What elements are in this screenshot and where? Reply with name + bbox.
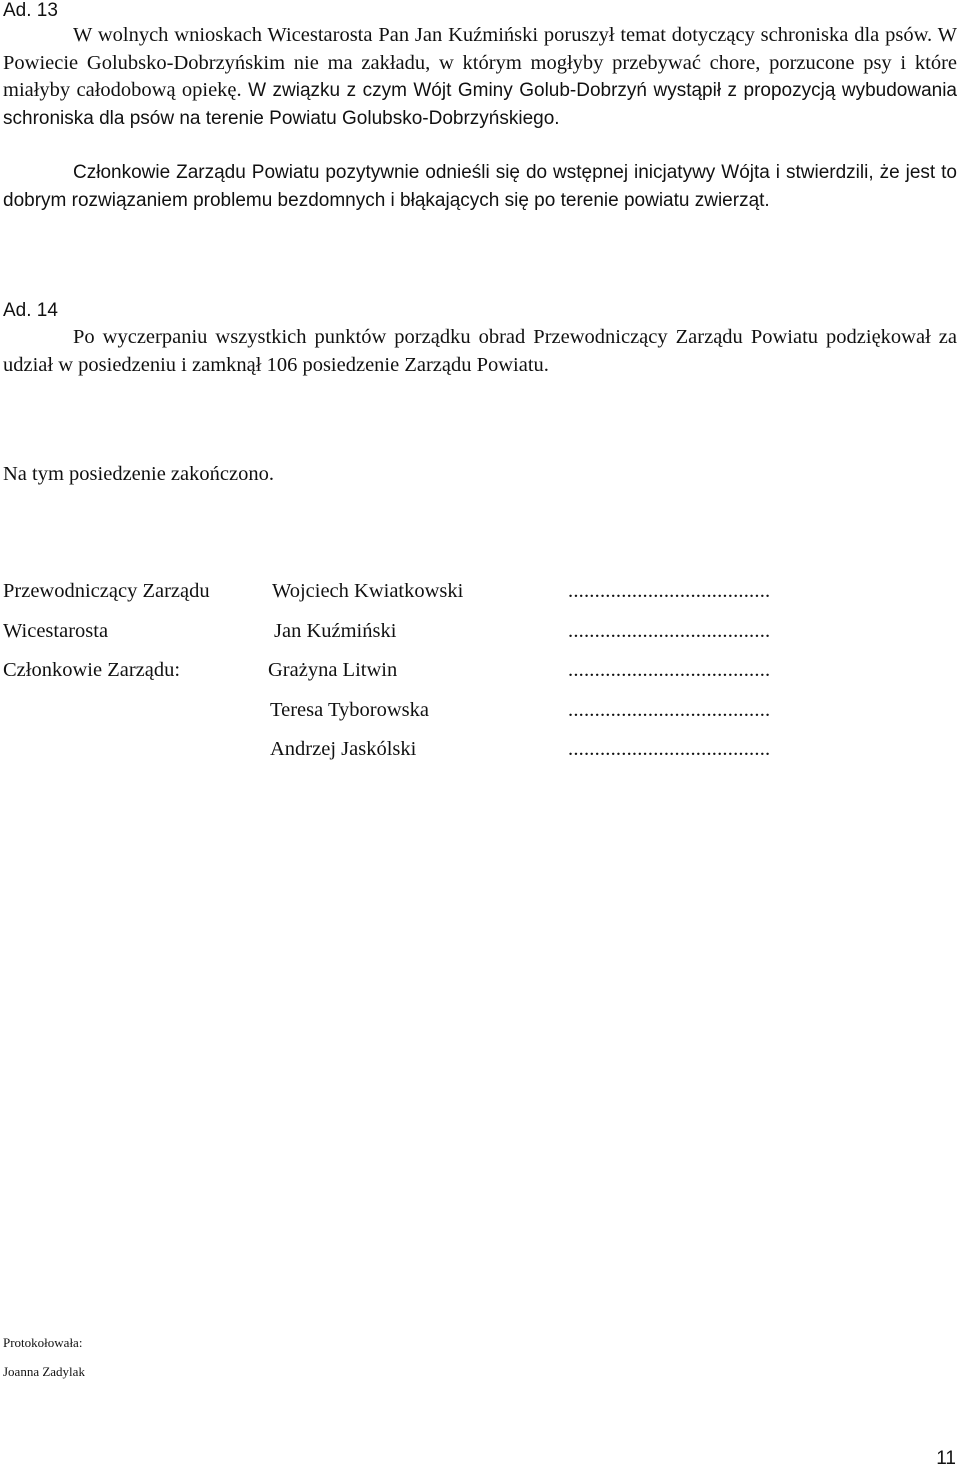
recorder-name: Joanna Zadylak: [3, 1364, 85, 1379]
ad14-paragraph: Po wyczerpaniu wszystkich punktów porządku obrad Przewodniczący Zarządu Powiatu podziękował za udział w posiedzeniu i zamknął 106 posiedzenie Zarządu Powiatu.: [3, 326, 957, 376]
signature-row-member-2: [0, 696, 960, 724]
closing-statement: Na tym posiedzenie zakończono.: [3, 463, 274, 485]
signature-name: Grażyna Litwin: [268, 659, 398, 681]
signature-role: Przewodniczący Zarządu: [3, 580, 210, 602]
signature-role: Członkowie Zarządu:: [3, 659, 181, 681]
signature-row-member-1: [0, 656, 960, 684]
ad13-heading: Ad. 13: [3, 0, 58, 21]
signature-line: ......................................: [568, 580, 771, 602]
ad13-paragraph-1: [3, 22, 957, 132]
signature-line: ......................................: [568, 699, 771, 721]
signature-line: ......................................: [568, 738, 771, 760]
signature-name: Jan Kuźmiński: [274, 620, 397, 642]
recorder-label: Protokołowała:: [3, 1335, 83, 1350]
signature-row-vice-starost: [0, 617, 960, 645]
ad14-heading: Ad. 14: [3, 300, 58, 321]
signature-line: ......................................: [568, 659, 771, 681]
signature-row-member-3: [0, 735, 960, 763]
signature-line: ......................................: [568, 620, 771, 642]
signature-name: Wojciech Kwiatkowski: [272, 580, 464, 602]
ad13-paragraph-1-part-1: W wolnych wnioskach Wicestarosta Pan Jan Kuźmiński poruszył temat dotyczący schroniska dla psów. W Powiecie Golubsko-Dobrzyńskim nie ma zakładu, w którym mogłyby przebywać chore, porzucone psy i które miałyby całodobową opiekę.: [3, 24, 957, 102]
signature-role: Wicestarosta: [3, 620, 109, 642]
signature-name: Andrzej Jaskólski: [270, 738, 417, 760]
signature-name: Teresa Tyborowska: [270, 699, 429, 721]
ad13-paragraph-1-part-2: W związku z czym Wójt Gminy Golub-Dobrzyń wystąpił z propozycją wybudowania schroniska dla psów na terenie Powiatu Golubsko-Dobrzyńskiego.: [3, 80, 957, 129]
signature-row-chairman: [0, 577, 960, 605]
page-number: 11: [936, 1448, 956, 1469]
ad13-paragraph-2: Członkowie Zarządu Powiatu pozytywnie odnieśli się do wstępnej inicjatywy Wójta i stwierdzili, że jest to dobrym rozwiązaniem problemu bezdomnych i błąkających się po terenie powiatu zwierząt.: [3, 162, 957, 211]
